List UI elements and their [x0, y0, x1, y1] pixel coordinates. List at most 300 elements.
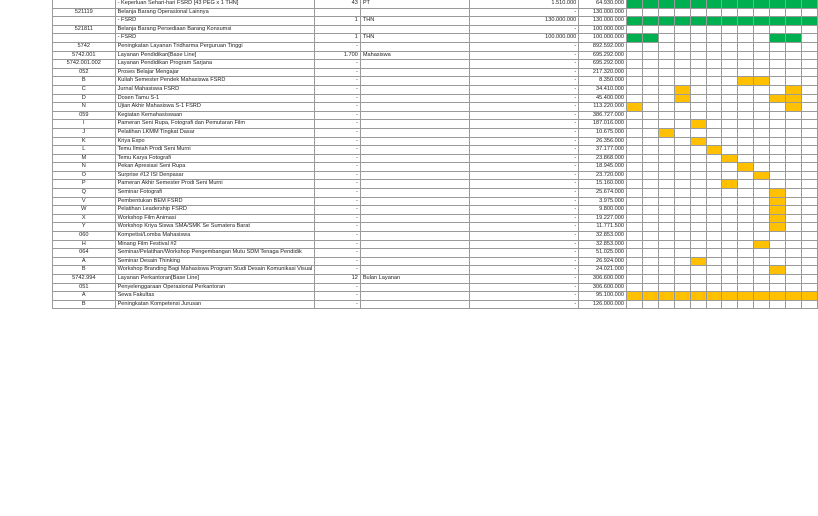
- table-row: [53, 103, 818, 112]
- row-amount-cell: 8.350.000: [579, 77, 627, 86]
- schedule-month-cell: [642, 51, 658, 60]
- schedule-month-cell: [722, 249, 738, 258]
- schedule-month-cell: [627, 42, 643, 51]
- schedule-month-cell: [627, 154, 643, 163]
- schedule-month-cell: [801, 249, 817, 258]
- schedule-month-cell: [722, 240, 738, 249]
- schedule-month-cell: [801, 171, 817, 180]
- schedule-month-cell: [690, 42, 706, 51]
- schedule-month-cell: [770, 17, 786, 26]
- table-row: [53, 163, 818, 172]
- schedule-month-cell: [674, 240, 690, 249]
- schedule-month-cell: [627, 240, 643, 249]
- schedule-month-cell: [627, 206, 643, 215]
- schedule-month-cell: [706, 257, 722, 266]
- schedule-month-cell: [674, 171, 690, 180]
- schedule-month-cell: [658, 154, 674, 163]
- schedule-month-cell: [754, 25, 770, 34]
- schedule-month-cell: [706, 206, 722, 215]
- schedule-month-cell: [642, 206, 658, 215]
- schedule-month-cell: [754, 34, 770, 43]
- schedule-month-cell: [801, 0, 817, 8]
- schedule-month-cell: [738, 25, 754, 34]
- schedule-month-cell: [627, 120, 643, 129]
- schedule-month-cell: [770, 249, 786, 258]
- schedule-month-cell: [801, 257, 817, 266]
- table-row: [53, 283, 818, 292]
- schedule-month-cell: [722, 206, 738, 215]
- schedule-month-cell: [706, 34, 722, 43]
- row-unit-cell: [360, 223, 469, 232]
- schedule-month-cell: [706, 128, 722, 137]
- schedule-month-cell: [674, 275, 690, 284]
- schedule-month-cell: [770, 300, 786, 309]
- schedule-month-cell: [754, 283, 770, 292]
- row-unit-cell: [360, 300, 469, 309]
- schedule-month-cell: [722, 197, 738, 206]
- schedule-month-cell: [642, 257, 658, 266]
- row-unit-cell: [360, 128, 469, 137]
- row-unit-cell: [360, 292, 469, 301]
- schedule-month-cell: [754, 154, 770, 163]
- schedule-month-cell: [658, 25, 674, 34]
- schedule-month-cell: [674, 85, 690, 94]
- schedule-month-cell: [722, 223, 738, 232]
- schedule-month-cell: [786, 240, 802, 249]
- schedule-month-cell: [706, 94, 722, 103]
- schedule-month-cell: [690, 300, 706, 309]
- row-unit-cell: [360, 232, 469, 241]
- row-code-cell: 051: [53, 283, 116, 292]
- row-volume-cell: -: [315, 137, 361, 146]
- row-code-cell: M: [53, 154, 116, 163]
- row-volume-cell: -: [315, 240, 361, 249]
- row-unit-cell: [360, 240, 469, 249]
- schedule-month-cell: [706, 240, 722, 249]
- schedule-month-cell: [754, 128, 770, 137]
- schedule-month-cell: [786, 8, 802, 17]
- schedule-month-cell: [738, 283, 754, 292]
- schedule-month-cell: [642, 111, 658, 120]
- schedule-month-cell: [754, 111, 770, 120]
- schedule-month-cell: [642, 60, 658, 69]
- schedule-month-cell: [674, 163, 690, 172]
- row-amount-cell: 130.000.000: [579, 8, 627, 17]
- schedule-month-cell: [722, 275, 738, 284]
- row-code-cell: D: [53, 94, 116, 103]
- schedule-month-cell: [786, 275, 802, 284]
- schedule-month-cell: [786, 103, 802, 112]
- schedule-month-cell: [738, 77, 754, 86]
- schedule-month-cell: [627, 60, 643, 69]
- table-row: [53, 232, 818, 241]
- schedule-month-cell: [801, 85, 817, 94]
- schedule-month-cell: [706, 197, 722, 206]
- schedule-month-cell: [690, 17, 706, 26]
- table-row: [53, 51, 818, 60]
- schedule-month-cell: [706, 300, 722, 309]
- schedule-month-cell: [642, 25, 658, 34]
- schedule-month-cell: [706, 163, 722, 172]
- row-amount-cell: 126.000.000: [579, 300, 627, 309]
- row-code-cell: O: [53, 171, 116, 180]
- row-amount-cell: 695.292.000: [579, 51, 627, 60]
- row-code-cell: 060: [53, 232, 116, 241]
- schedule-month-cell: [642, 77, 658, 86]
- schedule-month-cell: [722, 42, 738, 51]
- schedule-month-cell: [770, 146, 786, 155]
- row-amount-cell: 100.000.000: [579, 25, 627, 34]
- schedule-month-cell: [738, 232, 754, 241]
- schedule-month-cell: [801, 146, 817, 155]
- row-price-cell: -: [469, 77, 579, 86]
- schedule-month-cell: [658, 232, 674, 241]
- row-code-cell: 5742.001.002: [53, 60, 116, 69]
- row-price-cell: -: [469, 94, 579, 103]
- schedule-month-cell: [642, 197, 658, 206]
- schedule-month-cell: [754, 68, 770, 77]
- row-description-cell: Kegiatan Kemahasiswaan: [115, 111, 315, 120]
- row-unit-cell: [360, 249, 469, 258]
- row-code-cell: 059: [53, 111, 116, 120]
- table-row: [53, 257, 818, 266]
- schedule-month-cell: [658, 249, 674, 258]
- schedule-month-cell: [674, 51, 690, 60]
- row-volume-cell: -: [315, 68, 361, 77]
- schedule-month-cell: [722, 180, 738, 189]
- schedule-month-cell: [801, 283, 817, 292]
- row-unit-cell: [360, 283, 469, 292]
- table-row: [53, 8, 818, 17]
- budget-schedule-table: [52, 0, 818, 309]
- schedule-month-cell: [690, 120, 706, 129]
- schedule-month-cell: [754, 257, 770, 266]
- schedule-month-cell: [738, 249, 754, 258]
- row-price-cell: -: [469, 8, 579, 17]
- schedule-month-cell: [706, 223, 722, 232]
- schedule-month-cell: [754, 146, 770, 155]
- row-code-cell: B: [53, 266, 116, 275]
- row-unit-cell: [360, 8, 469, 17]
- schedule-month-cell: [786, 25, 802, 34]
- schedule-month-cell: [627, 257, 643, 266]
- schedule-month-cell: [754, 85, 770, 94]
- schedule-month-cell: [642, 137, 658, 146]
- row-description-cell: Temu Karya Fotografi: [115, 154, 315, 163]
- schedule-month-cell: [706, 266, 722, 275]
- schedule-month-cell: [786, 60, 802, 69]
- table-row: [53, 94, 818, 103]
- row-volume-cell: -: [315, 128, 361, 137]
- row-amount-cell: 695.292.000: [579, 60, 627, 69]
- row-volume-cell: -: [315, 283, 361, 292]
- schedule-month-cell: [627, 197, 643, 206]
- row-amount-cell: 32.853.000: [579, 232, 627, 241]
- row-unit-cell: [360, 77, 469, 86]
- schedule-month-cell: [786, 111, 802, 120]
- schedule-month-cell: [786, 51, 802, 60]
- schedule-month-cell: [658, 85, 674, 94]
- row-unit-cell: [360, 154, 469, 163]
- schedule-month-cell: [690, 34, 706, 43]
- row-unit-cell: [360, 206, 469, 215]
- schedule-month-cell: [722, 68, 738, 77]
- row-price-cell: -: [469, 266, 579, 275]
- row-description-cell: Surprise #12 ISI Denpasar: [115, 171, 315, 180]
- row-volume-cell: -: [315, 266, 361, 275]
- schedule-month-cell: [642, 128, 658, 137]
- row-price-cell: -: [469, 51, 579, 60]
- table-body: [53, 0, 818, 309]
- row-amount-cell: 19.227.000: [579, 214, 627, 223]
- schedule-month-cell: [722, 300, 738, 309]
- row-volume-cell: -: [315, 94, 361, 103]
- row-description-cell: - FSRD: [115, 17, 315, 26]
- row-price-cell: -: [469, 300, 579, 309]
- schedule-month-cell: [690, 214, 706, 223]
- schedule-month-cell: [690, 85, 706, 94]
- row-description-cell: - FSRD: [115, 34, 315, 43]
- schedule-month-cell: [786, 283, 802, 292]
- schedule-month-cell: [801, 266, 817, 275]
- schedule-month-cell: [754, 206, 770, 215]
- schedule-month-cell: [738, 214, 754, 223]
- schedule-month-cell: [658, 275, 674, 284]
- schedule-month-cell: [674, 17, 690, 26]
- schedule-month-cell: [786, 154, 802, 163]
- schedule-month-cell: [627, 51, 643, 60]
- schedule-month-cell: [627, 283, 643, 292]
- schedule-month-cell: [801, 120, 817, 129]
- row-price-cell: -: [469, 197, 579, 206]
- table-row: [53, 34, 818, 43]
- row-amount-cell: 23.720.000: [579, 171, 627, 180]
- row-unit-cell: [360, 111, 469, 120]
- schedule-month-cell: [690, 111, 706, 120]
- schedule-month-cell: [738, 266, 754, 275]
- row-amount-cell: 9.800.000: [579, 206, 627, 215]
- schedule-month-cell: [770, 180, 786, 189]
- schedule-month-cell: [642, 300, 658, 309]
- row-volume-cell: -: [315, 214, 361, 223]
- schedule-month-cell: [674, 283, 690, 292]
- schedule-month-cell: [722, 292, 738, 301]
- schedule-month-cell: [690, 137, 706, 146]
- schedule-month-cell: [786, 137, 802, 146]
- schedule-month-cell: [754, 189, 770, 198]
- schedule-month-cell: [642, 94, 658, 103]
- row-price-cell: -: [469, 292, 579, 301]
- row-description-cell: Sewa Fakultas: [115, 292, 315, 301]
- schedule-month-cell: [674, 214, 690, 223]
- schedule-month-cell: [706, 146, 722, 155]
- schedule-month-cell: [658, 77, 674, 86]
- schedule-month-cell: [690, 163, 706, 172]
- schedule-month-cell: [770, 42, 786, 51]
- row-price-cell: -: [469, 240, 579, 249]
- row-price-cell: 130.000.000: [469, 17, 579, 26]
- row-amount-cell: 3.975.000: [579, 197, 627, 206]
- schedule-month-cell: [658, 214, 674, 223]
- row-description-cell: Layanan Pendidikan Program Sarjana: [115, 60, 315, 69]
- row-amount-cell: 25.674.000: [579, 189, 627, 198]
- schedule-month-cell: [706, 214, 722, 223]
- schedule-month-cell: [738, 146, 754, 155]
- schedule-month-cell: [754, 51, 770, 60]
- schedule-month-cell: [642, 189, 658, 198]
- schedule-month-cell: [690, 189, 706, 198]
- schedule-month-cell: [690, 0, 706, 8]
- schedule-month-cell: [642, 68, 658, 77]
- schedule-month-cell: [722, 0, 738, 8]
- schedule-month-cell: [801, 42, 817, 51]
- row-amount-cell: 113.220.000: [579, 103, 627, 112]
- row-description-cell: Peningkatan Layanan Tridharma Perguruan Tinggi: [115, 42, 315, 51]
- schedule-month-cell: [770, 103, 786, 112]
- schedule-month-cell: [786, 300, 802, 309]
- schedule-month-cell: [690, 128, 706, 137]
- schedule-month-cell: [642, 275, 658, 284]
- schedule-month-cell: [627, 17, 643, 26]
- row-price-cell: -: [469, 120, 579, 129]
- row-amount-cell: 51.025.000: [579, 249, 627, 258]
- schedule-month-cell: [722, 111, 738, 120]
- row-code-cell: [53, 17, 116, 26]
- table-row: [53, 42, 818, 51]
- table-row: [53, 197, 818, 206]
- schedule-month-cell: [674, 197, 690, 206]
- row-amount-cell: 32.853.000: [579, 240, 627, 249]
- schedule-month-cell: [786, 189, 802, 198]
- schedule-month-cell: [690, 51, 706, 60]
- schedule-month-cell: [738, 197, 754, 206]
- schedule-month-cell: [801, 25, 817, 34]
- schedule-month-cell: [770, 240, 786, 249]
- schedule-month-cell: [770, 275, 786, 284]
- schedule-month-cell: [738, 300, 754, 309]
- row-code-cell: 5742: [53, 42, 116, 51]
- schedule-month-cell: [627, 232, 643, 241]
- schedule-month-cell: [722, 85, 738, 94]
- row-description-cell: Seminar Desain Thinking: [115, 257, 315, 266]
- table-row: [53, 180, 818, 189]
- schedule-month-cell: [658, 266, 674, 275]
- table-row: [53, 206, 818, 215]
- schedule-month-cell: [801, 232, 817, 241]
- row-unit-cell: [360, 257, 469, 266]
- schedule-month-cell: [801, 103, 817, 112]
- schedule-month-cell: [770, 223, 786, 232]
- schedule-month-cell: [786, 94, 802, 103]
- row-unit-cell: [360, 171, 469, 180]
- schedule-month-cell: [690, 154, 706, 163]
- schedule-month-cell: [627, 189, 643, 198]
- row-amount-cell: 34.410.000: [579, 85, 627, 94]
- schedule-month-cell: [674, 34, 690, 43]
- schedule-month-cell: [706, 275, 722, 284]
- schedule-month-cell: [786, 0, 802, 8]
- schedule-month-cell: [642, 283, 658, 292]
- schedule-month-cell: [738, 60, 754, 69]
- schedule-month-cell: [642, 154, 658, 163]
- schedule-month-cell: [642, 120, 658, 129]
- schedule-month-cell: [786, 34, 802, 43]
- schedule-month-cell: [658, 111, 674, 120]
- schedule-month-cell: [642, 0, 658, 8]
- schedule-month-cell: [627, 266, 643, 275]
- schedule-month-cell: [674, 25, 690, 34]
- row-unit-cell: [360, 180, 469, 189]
- schedule-month-cell: [738, 94, 754, 103]
- schedule-month-cell: [770, 206, 786, 215]
- schedule-month-cell: [706, 103, 722, 112]
- schedule-month-cell: [770, 163, 786, 172]
- row-unit-cell: PT: [360, 0, 469, 8]
- schedule-month-cell: [801, 34, 817, 43]
- row-volume-cell: -: [315, 103, 361, 112]
- schedule-month-cell: [801, 214, 817, 223]
- schedule-month-cell: [658, 128, 674, 137]
- row-volume-cell: -: [315, 171, 361, 180]
- schedule-month-cell: [738, 128, 754, 137]
- row-description-cell: Kuliah Semester Pendek Mahasiswa FSRD: [115, 77, 315, 86]
- row-volume-cell: -: [315, 180, 361, 189]
- schedule-month-cell: [801, 189, 817, 198]
- schedule-month-cell: [642, 146, 658, 155]
- row-unit-cell: [360, 146, 469, 155]
- schedule-month-cell: [690, 206, 706, 215]
- schedule-month-cell: [770, 292, 786, 301]
- schedule-month-cell: [690, 146, 706, 155]
- schedule-month-cell: [801, 77, 817, 86]
- schedule-month-cell: [770, 34, 786, 43]
- schedule-month-cell: [722, 25, 738, 34]
- row-description-cell: Kriya Expo: [115, 137, 315, 146]
- schedule-month-cell: [690, 275, 706, 284]
- row-code-cell: B: [53, 300, 116, 309]
- schedule-month-cell: [642, 163, 658, 172]
- schedule-month-cell: [786, 17, 802, 26]
- schedule-month-cell: [627, 214, 643, 223]
- row-code-cell: V: [53, 197, 116, 206]
- schedule-month-cell: [690, 180, 706, 189]
- schedule-month-cell: [786, 120, 802, 129]
- row-description-cell: Workshop Kriya Siswa SMA/SMK Se Sumatera Barat: [115, 223, 315, 232]
- row-code-cell: W: [53, 206, 116, 215]
- row-description-cell: Workshop Branding Bagi Mahasiswa Program Studi Desain Komunikasi Visual: [115, 266, 315, 275]
- schedule-month-cell: [658, 283, 674, 292]
- schedule-month-cell: [754, 197, 770, 206]
- row-code-cell: K: [53, 137, 116, 146]
- row-price-cell: -: [469, 180, 579, 189]
- row-price-cell: -: [469, 137, 579, 146]
- schedule-month-cell: [658, 146, 674, 155]
- row-volume-cell: -: [315, 163, 361, 172]
- table-row: [53, 60, 818, 69]
- schedule-month-cell: [706, 111, 722, 120]
- row-volume-cell: 43: [315, 0, 361, 8]
- row-description-cell: Layanan Perkantoran[Base Line]: [115, 275, 315, 284]
- schedule-month-cell: [690, 292, 706, 301]
- schedule-month-cell: [658, 206, 674, 215]
- row-price-cell: -: [469, 154, 579, 163]
- schedule-month-cell: [706, 42, 722, 51]
- schedule-month-cell: [754, 275, 770, 284]
- row-unit-cell: [360, 137, 469, 146]
- row-volume-cell: -: [315, 249, 361, 258]
- schedule-month-cell: [706, 189, 722, 198]
- row-code-cell: 052: [53, 68, 116, 77]
